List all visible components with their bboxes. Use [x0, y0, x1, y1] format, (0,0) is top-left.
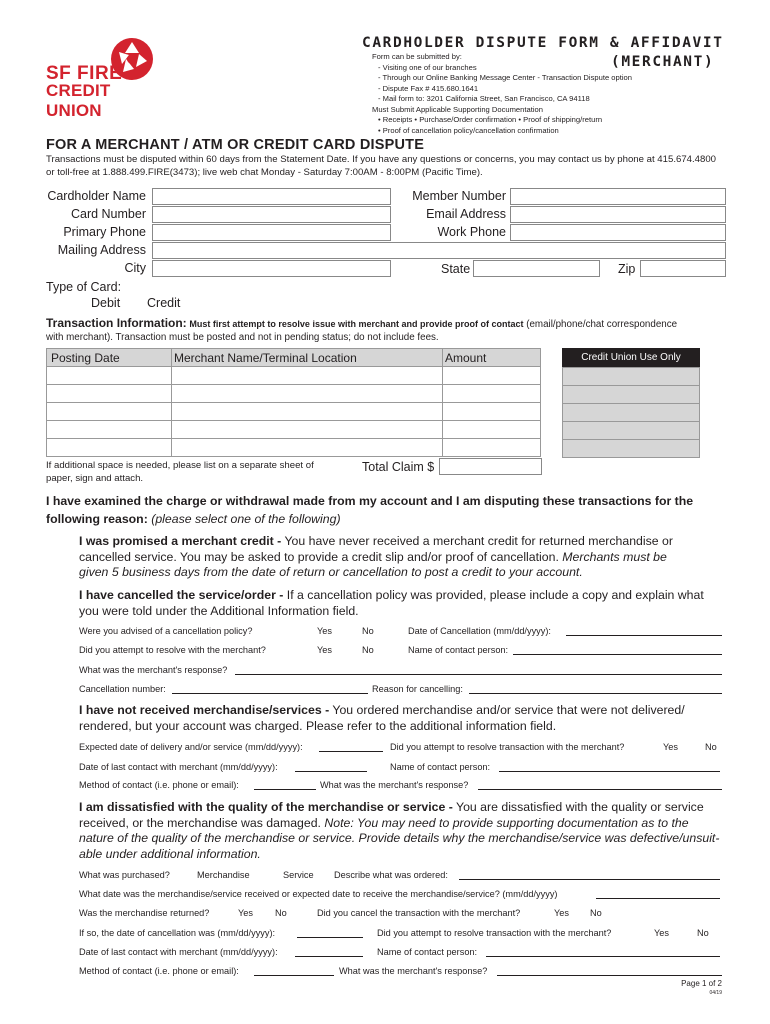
method-label: Method of contact (i.e. phone or email): — [79, 966, 239, 976]
no-option[interactable]: No — [362, 645, 374, 655]
response-label: What was the merchant's response? — [320, 780, 469, 790]
date-cell[interactable] — [47, 421, 172, 439]
transaction-label: Transaction Information: — [46, 316, 187, 330]
received-date-line[interactable] — [596, 889, 720, 899]
table-row — [47, 439, 541, 457]
cardholder-name-input[interactable] — [152, 188, 391, 205]
date-cell[interactable] — [47, 403, 172, 421]
cu-use-box — [562, 348, 700, 458]
card-number-label: Card Number — [70, 207, 146, 221]
merchandise-option[interactable]: Merchandise — [197, 870, 250, 880]
transaction-note: (email/phone/chat correspondence — [526, 319, 678, 330]
promised-title: I was promised a merchant credit - — [79, 534, 282, 548]
city-input[interactable] — [152, 260, 391, 277]
amount-cell[interactable] — [443, 439, 541, 457]
intro-text: Transactions must be disputed within 60 days from the Statement Date. If you have any questions or concerns, you may contact us by phone at 415.674.4800 or toll-free at 1.888.499.FIRE(3473); live web chat Monday - Saturday 7:00AM - 8:00PM (Pacific Time). — [46, 154, 716, 178]
last-contact-label: Date of last contact with merchant (mm/dd/yyyy): — [79, 762, 278, 772]
col-amount — [443, 349, 541, 367]
cancel-number-line[interactable] — [172, 684, 368, 694]
transaction-info — [46, 317, 726, 344]
merchant-cell[interactable] — [172, 421, 443, 439]
city-label: City — [124, 261, 146, 275]
dissatisfied-text2: received, or the merchandise was damaged. — [79, 815, 321, 830]
expected-date-label: Expected date of delivery and/or service (mm/dd/yyyy): — [79, 742, 303, 752]
dissatisfied-text2-italic: Note: You may need to provide supporting documentation as to the — [324, 815, 689, 830]
date-cell[interactable] — [47, 385, 172, 403]
table-row — [47, 385, 541, 403]
table-row — [47, 403, 541, 421]
logo — [46, 36, 166, 120]
describe-label: Describe what was ordered: — [334, 870, 448, 880]
email-address-label: Email Address — [426, 207, 506, 221]
dissatisfied-section[interactable] — [79, 800, 739, 862]
col-header: Amount — [445, 350, 487, 365]
cancel-number-label: Cancellation number: — [79, 684, 166, 694]
col-header: Posting Date — [51, 350, 120, 365]
cancelled-text2: you were told under the Additional Information field. — [79, 603, 359, 618]
no-option[interactable]: No — [705, 742, 717, 752]
cancelled-title: I have cancelled the service/order - — [79, 588, 284, 602]
promised-text3: given 5 business days from the date of return or cancellation to post a credit to your account. — [79, 565, 583, 579]
zip-label: Zip — [618, 262, 636, 276]
credit-option[interactable]: Credit — [147, 296, 181, 310]
received-date-label: What date was the merchandise/service received or expected date to receive the merchandise/service? (mm/dd/yyyy) — [79, 889, 558, 899]
merchant-cell[interactable] — [172, 367, 443, 385]
last-contact-label: Date of last contact with merchant (mm/dd/yyyy): — [79, 947, 278, 957]
promised-text2-italic: Merchants must be — [562, 549, 667, 564]
yes-option[interactable]: Yes — [238, 908, 253, 918]
yes-option[interactable]: Yes — [663, 742, 678, 752]
logo-line2: CREDIT UNION — [46, 81, 111, 120]
col-merchant — [172, 349, 443, 367]
cancel-date-line[interactable] — [297, 928, 363, 938]
cu-use-cell — [562, 404, 700, 422]
merchant-cell[interactable] — [172, 403, 443, 421]
additional-space-note: If additional space is needed, please list on a separate sheet of paper, sign and attach. — [46, 460, 314, 484]
contact-name-label: Name of contact person: — [377, 947, 478, 957]
merchant-cell[interactable] — [172, 439, 443, 457]
dissatisfied-title: I am dissatisfied with the quality of the merchandise or service - — [79, 800, 453, 814]
submit-line: - Visiting one of our branches — [378, 62, 477, 72]
table-row — [47, 367, 541, 385]
examined-statement — [46, 492, 746, 528]
email-address-input[interactable] — [510, 206, 726, 223]
no-option[interactable]: No — [275, 908, 287, 918]
form-code: 04/19 — [709, 990, 722, 996]
expected-date-line[interactable] — [319, 742, 383, 752]
response-label: What was the merchant's response? — [339, 966, 488, 976]
attempt-resolve-label: Did you attempt to resolve transaction with the merchant? — [377, 928, 612, 938]
yes-option[interactable]: Yes — [554, 908, 569, 918]
date-cell[interactable] — [47, 439, 172, 457]
docs-line: • Proof of cancellation policy/cancellation confirmation — [378, 125, 559, 135]
total-claim-input[interactable] — [439, 458, 542, 475]
work-phone-input[interactable] — [510, 224, 726, 241]
date-cell[interactable] — [47, 367, 172, 385]
yes-option[interactable]: Yes — [654, 928, 669, 938]
no-option[interactable]: No — [590, 908, 602, 918]
submit-line: - Through our Online Banking Message Center - Transaction Dispute option — [378, 73, 632, 82]
docs-line: • Receipts • Purchase/Order confirmation • Proof of shipping/return — [378, 115, 603, 124]
amount-cell[interactable] — [443, 421, 541, 439]
examined-line2-italic: (please select one of the following) — [151, 512, 341, 526]
transaction-table — [46, 348, 541, 457]
returned-label: Was the merchandise returned? — [79, 908, 210, 918]
col-posting-date — [47, 349, 172, 367]
method-label: Method of contact (i.e. phone or email): — [79, 780, 239, 790]
debit-option[interactable]: Debit — [91, 296, 121, 310]
member-number-label: Member Number — [412, 189, 506, 203]
amount-cell[interactable] — [443, 403, 541, 421]
col-header: Merchant Name/Terminal Location — [174, 350, 357, 365]
service-option[interactable]: Service — [283, 870, 314, 880]
yes-option[interactable]: Yes — [317, 626, 332, 636]
not-received-title: I have not received merchandise/services - — [79, 703, 330, 717]
contact-name-label: Name of contact person: — [408, 645, 509, 655]
submit-line: - Dispute Fax # 415.680.1641 — [378, 83, 479, 93]
not-received-text2: rendered, but your account was charged. Please refer to the additional information field. — [79, 718, 557, 733]
table-row — [47, 421, 541, 439]
mailing-address-input[interactable] — [152, 242, 726, 259]
section-heading: FOR A MERCHANT / ATM OR CREDIT CARD DISPUTE — [46, 137, 425, 153]
response-line[interactable] — [497, 966, 722, 976]
amount-cell[interactable] — [443, 385, 541, 403]
response-line[interactable] — [478, 780, 722, 790]
transaction-bold-note: Must first attempt to resolve issue with merchant and provide proof of contact — [189, 319, 524, 329]
cardholder-name-label: Cardholder Name — [47, 189, 146, 203]
cu-use-header: Credit Union Use Only — [562, 348, 700, 367]
submission-info — [372, 52, 672, 136]
q-cancel-policy: Were you advised of a cancellation policy? — [79, 626, 253, 636]
dissatisfied-text4: able under additional information. — [79, 846, 261, 861]
q-attempt-resolve: Did you attempt to resolve with the merchant? — [79, 645, 266, 655]
describe-line[interactable] — [459, 870, 720, 880]
work-phone-label: Work Phone — [437, 225, 506, 239]
no-option[interactable]: No — [362, 626, 374, 636]
cancelled-text1: If a cancellation policy was provided, please include a copy and explain what — [286, 588, 704, 602]
submit-intro: Form can be submitted by: — [372, 52, 462, 61]
primary-phone-input[interactable] — [152, 224, 391, 241]
promised-text1: You have never received a merchant credit for returned merchandise or — [284, 534, 673, 548]
cancel-date-label: If so, the date of cancellation was (mm/dd/yyyy): — [79, 928, 276, 938]
cu-use-cell — [562, 367, 700, 386]
date-cancel-line[interactable] — [566, 626, 722, 636]
form-title: CARDHOLDER DISPUTE FORM & AFFIDAVIT — [362, 35, 724, 51]
contact-name-line[interactable] — [513, 645, 722, 655]
method-line[interactable] — [254, 780, 316, 790]
contact-name-line[interactable] — [499, 762, 720, 772]
amount-cell[interactable] — [443, 367, 541, 385]
logo-line1: SF FIRE — [46, 63, 123, 84]
not-received-text1: You ordered merchandise and/or service that were not delivered/ — [332, 703, 685, 717]
promised-credit-section[interactable] — [79, 534, 739, 581]
dissatisfied-text3: nature of the quality of the merchandise or service. Provide details why the merchandise/service was defective/unsuit- — [79, 831, 720, 845]
transaction-note-line2: with merchant). Transaction must be posted and not in pending status; do not include fees. — [46, 332, 439, 343]
contact-name-line[interactable] — [486, 947, 720, 957]
not-received-section[interactable] — [79, 703, 739, 734]
state-label: State — [441, 262, 471, 276]
cu-use-cell — [562, 440, 700, 458]
card-number-input[interactable] — [152, 206, 391, 223]
cu-use-cell — [562, 422, 700, 440]
method-line[interactable] — [254, 966, 334, 976]
member-number-input[interactable] — [510, 188, 726, 205]
examined-line2: following reason: — [46, 512, 148, 526]
dissatisfied-text1: You are dissatisfied with the quality or service — [456, 800, 704, 814]
form-subtitle: (MERCHANT) — [611, 54, 715, 70]
last-contact-line[interactable] — [295, 947, 363, 957]
yes-option[interactable]: Yes — [317, 645, 332, 655]
type-of-card-label: Type of Card: — [46, 280, 122, 294]
reason-line[interactable] — [469, 684, 722, 694]
mailing-address-label: Mailing Address — [57, 243, 146, 257]
no-option[interactable]: No — [697, 928, 709, 938]
total-claim-label: Total Claim $ — [362, 460, 435, 474]
cu-use-cell — [562, 386, 700, 404]
merchant-cell[interactable] — [172, 385, 443, 403]
promised-text2: cancelled service. You may be asked to provide a credit slip and/or proof of cancellation. — [79, 549, 559, 564]
page-number: Page 1 of 2 — [681, 979, 722, 988]
cancelled-section[interactable] — [79, 588, 739, 619]
cancel-transaction-label: Did you cancel the transaction with the merchant? — [317, 908, 521, 918]
docs-intro: Must Submit Applicable Supporting Documentation — [372, 104, 543, 114]
submit-line: - Mail form to: 3201 California Street, San Francisco, CA 94118 — [378, 94, 590, 103]
examined-line1: I have examined the charge or withdrawal made from my account and I am disputing these transactions for the — [46, 494, 694, 508]
attempt-resolve-label: Did you attempt to resolve transaction with the merchant? — [390, 742, 625, 752]
merchant-response-label: What was the merchant's response? — [79, 665, 228, 675]
contact-name-label: Name of contact person: — [390, 762, 491, 772]
date-cancel-label: Date of Cancellation (mm/dd/yyyy): — [408, 626, 551, 636]
zip-input[interactable] — [640, 260, 726, 277]
reason-label: Reason for cancelling: — [372, 684, 463, 694]
merchant-response-line[interactable] — [235, 665, 722, 675]
state-input[interactable] — [473, 260, 600, 277]
purchased-label: What was purchased? — [79, 870, 170, 880]
primary-phone-label: Primary Phone — [63, 225, 146, 239]
last-contact-line[interactable] — [295, 762, 367, 772]
